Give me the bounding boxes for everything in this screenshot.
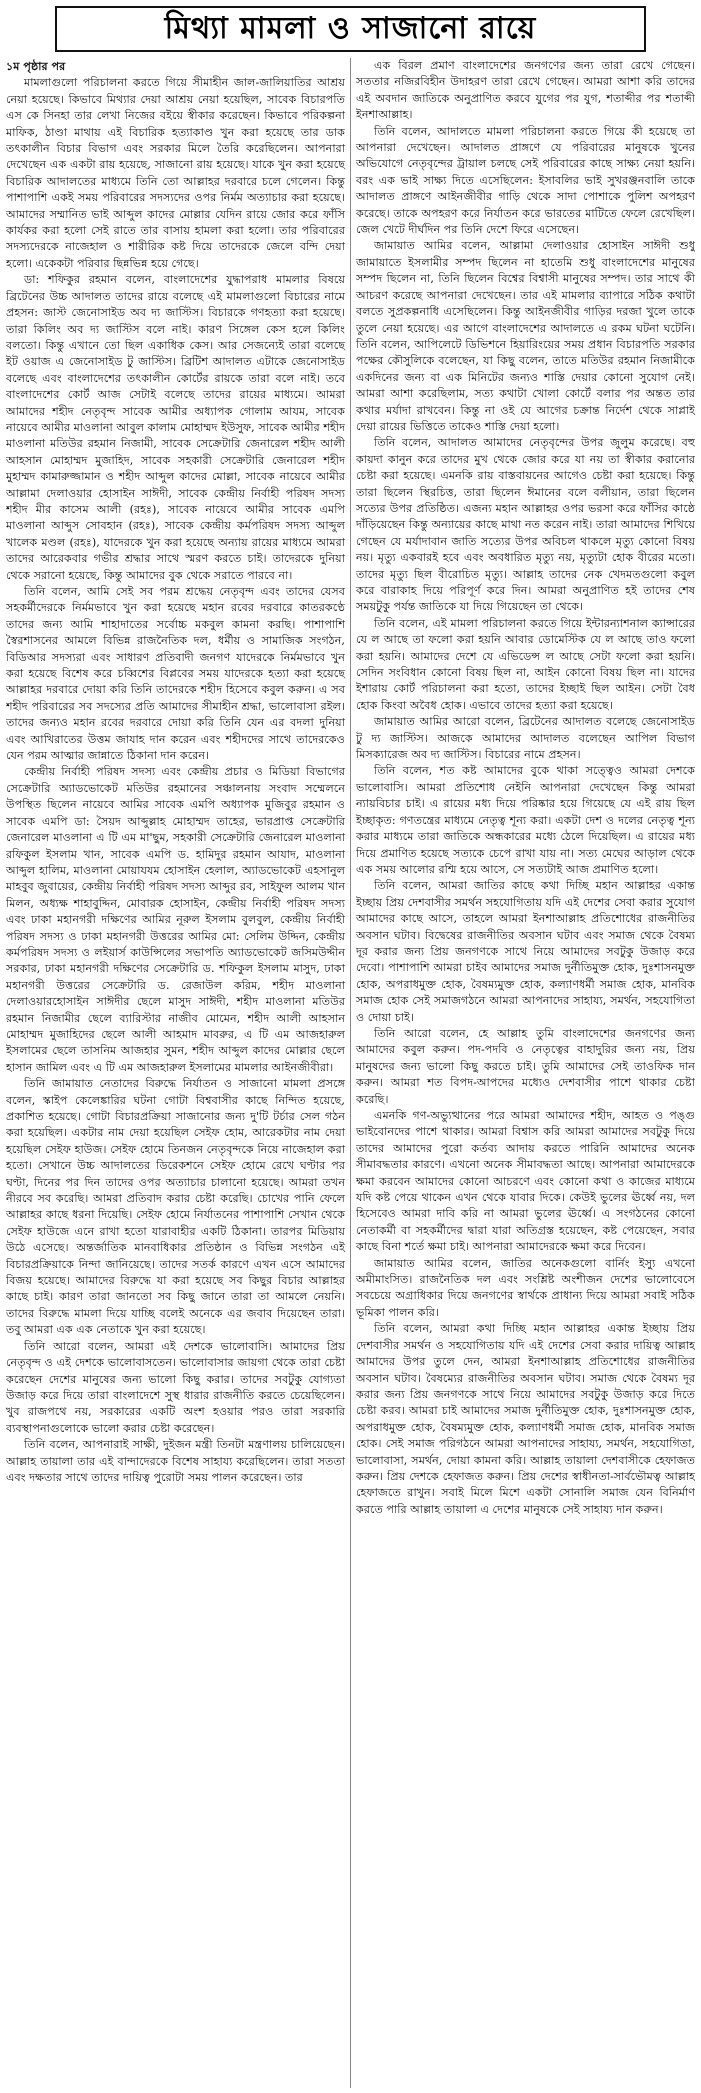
article-paragraph: জামায়াত আমির আরো বলেন, ব্রিটেনের আদালত বলেছে জেনোসাইড টু দ্য জাস্টিস। আজকে আমাদের আদালত বলেছেন আপিল বিভাগ মিসক্যারেজ অব দ্য জাস্টিস। বিচারের নামে প্রহসন। <box>356 715 695 762</box>
article-paragraph: তিনি বলেন, আদালত আমাদের নেতৃবৃন্দের উপর জুলুম করেছে। বহু কায়দা কানুন করে তাদের মুখ থেকে জোর করে যা নয় তা স্বীকার করানোর চেষ্টা করা হয়েছে। এমনকি রায় বাস্তবায়নের আগেও চেষ্টা করা হয়েছে। কিন্তু তারা ছিলেন স্থিরচিত্ত, তারা ছিলেন ঈমানের বলে বলীয়ান, তারা ছিলেন সত্যের উপর প্রতিষ্ঠিত। এজন্য মহান আল্লাহর ওপর ভরসা করে ফাঁসির কাষ্ঠে দাঁড়িয়েছেন কিন্তু অন্যায়ের কাছে মাথা নত করেন নাই। তারা আমাদের শিখিয়ে গেছেন যে মর্যাদাবান জাতি সত্যের উপর অবিচল থাকলে মৃত্যু কোনো বিষয় নয়। মৃত্যু একবারই হবে এবং অবধারিত মৃত্যু নয়, মৃত্যুটা হোক বীরের মতো। তাদের মৃত্যু ছিল বীরোচিত মৃত্যু। আল্লাহ তাদের নেক খেদমতগুলো কবুল করে বারাকাহ দিয়ে পরিপূর্ণ করে দিন। আমরা অনুপ্রাণিত হই তাদের শেষ সময়টুকু পর্যন্ত জাতিকে যা দিয়ে গিয়েছেন তা থেকে। <box>356 436 695 614</box>
article-paragraph: ডা: শফিকুর রহমান বলেন, বাংলাদেশের যুদ্ধাপরাধ মামলার বিষয়ে ব্রিটেনের উচ্চ আদালত তাদের রায়ে বলেছে এই মামলাগুলো বিচারের নামে প্রহসন: জাস্ট জেনোসাইড অব দ্য জাস্টিস। বিচারকে গণহত্যা করা হয়েছে। তারা কিলিং অব দ্য জাস্টিস বলে নাই। কারণ সিঙ্গেল কেস হলে কিলিং বলতো। কিন্তু এখানে তো ছিল একাধিক কেস। আর সেজন্যেই তারা বলেছে ইট ওয়াজ এ জেনোসাইড টু জাস্টিস। ব্রিটিশ আদালত এটাকে জেনোসাইড বলেছে এবং বাংলাদেশের তৎকালীন কোর্টের রায়কে তারা বলে নাই। তবে বাংলাদেশের কোর্ট আজ সেটাই বলেছে তাদের রায়ের মাধ্যমে। আমরা আমাদের শহীদ নেতৃবৃন্দ সাবেক আমীর অধ্যাপক গোলাম আযম, সাবেক নায়েবে আমীর মাওলানা আবুল কালাম মোহাম্মদ ইউসুফ, সাবেক আমীর শহীদ মাওলানা মতিউর রহমান নিজামী, সাবেক সেক্রেটারি জেনারেল শহীদ আলী আহসান মোহাম্মদ মুজাহিদ, সাবেক সহকারী সেক্রেটারি জেনারেল শহীদ মুহাম্মদ কামারুজ্জামান ও শহীদ আব্দুল কাদের মোল্লা, সাবেক নায়েবে আমীর আল্লামা দেলাওয়ার হোসাইন সাঈদী, সাবেক কেন্দ্রীয় নির্বাহী পরিষদ সদস্য শহীদ মীর কাসেম আলী (রহঃ), সাবেক নায়েবে আমীর সাবেক এমপি মাওলানা আব্দুস সোবহান (রহঃ), সাবেক কেন্দ্রীয় কর্মপরিষদ সদস্য আব্দুল খালেক মণ্ডল (রহঃ), যাদেরকে খুন করা হয়েছে অন্যায় রায়ের মাধ্যমে আমরা তাদের আরেকবার গভীর শ্রদ্ধার সাথে স্মরণ করতে চাই। তাদেরকে দুনিয়া থেকে সরানো হয়েছে, কিন্তু আমাদের বুক থেকে সরাতে পারবে না। <box>6 273 345 582</box>
article-paragraph: কেন্দ্রীয় নির্বাহী পরিষদ সদস্য এবং কেন্দ্রীয় প্রচার ও মিডিয়া বিভাগের সেক্রেটারি অ্যাডভোকেট মতিউর রহমানের সঞ্চালনায় সংবাদ সম্মেলনে উপস্থিত ছিলেন নায়েবে আমির সাবেক এমপি অধ্যাপক মুজিবুর রহমান ও সাবেক এমপি ডা: সৈয়দ আব্দুল্লাহ মোহাম্মদ তাহের, ভারপ্রাপ্ত সেক্রেটারি জেনারেল মাওলানা এ টি এম মা'ছুম, সহকারী সেক্রেটারি জেনারেল মাওলানা রফিকুল ইসলাম খান, সাবেক এমপি ড. হামিদুর রহমান আযাদ, মাওলানা আব্দুল হালিম, মাওলানা মোয়াযযম হোসাইন হেলাল, অ্যাডভোকেট এহসানুল মাহবুব জুবায়ের, কেন্দ্রীয় নির্বাহী পরিষদ সদস্য আব্দুর রব, সাইফুল আলম খান মিলন, অধ্যক্ষ শাহাবুদ্দিন, মোবারক হোসাইন, কেন্দ্রীয় নির্বাহী পরিষদ সদস্য এবং ঢাকা মহানগরী দক্ষিণের আমির নূরুল ইসলাম বুলবুল, কেন্দ্রীয় নির্বাহী পরিষদ সদস্য ও ঢাকা মহানগরী উত্তরের আমির মো: সেলিম উদ্দিন, কেন্দ্রীয় কর্মপরিষদ সদস্য ও লইয়ার্স কাউন্সিলের সভাপতি অ্যাডভোকেট জসিমউদ্দীন সরকার, ঢাকা মহানগরী দক্ষিণের সেক্রেটারি ড. শফিকুল ইসলাম মাসুদ, ঢাকা মহানগরী উত্তরের সেক্রেটারি ড. রেজাউল করিম, শহীদ মাওলানা দেলাওয়ারহোসাইন সাঈদীর ছেলে মাসুদ সাঈদী, শহীদ মাওলানা মতিউর রহমান নিজামীর ছেলে ব্যারিস্টার নাজীব মোমেন, শহীদ আলী আহসান মোহাম্মদ মুজাহিদের ছেলে আলী আহমাদ মাবরুর, এ টি এম আজহারুল ইসলামের ছেলে তাসনিম আজহার সুমন, শহীদ আব্দুল কাদের মোল্লার ছেলে হাসান জামিল এবং এ টি এম আজহারুল ইসলামের মামলার আইনজীবীরা। <box>6 765 345 1074</box>
article-paragraph: তিনি বলেন, এই মামলা পরিচালনা করতে গিয়ে ইন্টারন্যাশনাল ক্যান্সারের যে ল আছে তা ফলো করা হয়নি আবার ডোমেস্টিক যে ল আছে তাও ফলো করা হয়নি। আমাদের দেশে যে এভিডেন্স ল আছে সেটা ফলো করা হয়নি। সেদিন সংবিধান কোনো বিষয় ছিল না, আইন কোনো বিষয় ছিল না। যাদের ইশারায় কোর্ট পরিচালনা করা হতো, তাদের ইচ্ছাই ছিল আইন। সেটা বৈধ হোক কিংবা অবৈধ হোক। এভাবে তাদের হত্যা করা হয়েছে। <box>356 616 695 712</box>
article-paragraph: তিনি বলেন, আদালতে মামলা পরিচালনা করতে গিয়ে কী হয়েছে তা আপনারা দেখেছেন। আদালত প্রাঙ্গণে যে পরিবারের মানুষকে খুনের অভিযোগে নেতৃবৃন্দের ট্রায়াল চলছে সেই পরিবারের কাছে সাক্ষ্য নেয়া হয়নি। বরং এক ভাই সাক্ষ্য দিতে এসেছিলেন: ইসাবলির ভাই সুখরঞ্জনবালি তাকে আদালত প্রাঙ্গণে আইনজীবীর গাড়ি থেকে সাদা পোশাকে পুলিশ অপহরণ করেছে। তাকে অপহরণ করে নির্যাতন করে ভারতের মাটিতে ফেলে রেখেছিল। জেল খেটে দীর্ঘদিন পর তিনি দেশে ফিরে এসেছেন। <box>356 124 695 237</box>
article-paragraph: তিনি আরো বলেন, আমরা এই দেশকে ভালোবাসি। আমাদের প্রিয় নেতৃবৃন্দ ও এই দেশকে ভালোবাসতেন। ভালোবাসার জায়গা থেকে তারা চেষ্টা করেছেন দেশের মানুষের জন্য ভালো কিছু করার। তাদের সবটুকু যোগ্যতা উজাড় করে দিয়ে তারা বাংলাদেশে সুস্থ ধারার রাজনীতি করতে চেয়েছিলেন। খুব রাজপথে নয়, সরকারের একটি অংশ হওয়ার পরও তারা সরকারি ব্যবস্থাপনাগুলোকে ভালো করার চেষ্টা করেছেন। <box>6 1339 345 1435</box>
article-paragraph: তিনি আরো বলেন, হে আল্লাহ তুমি বাংলাদেশের জনগণের জন্য আমাদের কবুল করুন। পদ-পদবি ও নেতৃত্বের বাহাদুরির জন্য নয়, প্রিয় মানুষদের জন্য ভালো কিছু করতে চাই। তুমি আমাদের সেই তাওফিক দান করুন। আমরা শত বিপদ-আপদের মধ্যেও দেশবাসীর পাশে থাকার চেষ্টা করেছি। <box>356 1026 695 1106</box>
article-paragraph: মামলাগুলো পরিচালনা করতে গিয়ে সীমাহীন জাল-জালিয়াতির আশ্রয় নেয়া হয়েছে। কিভাবে মিথ্যার দেয়া আশ্রয় নেয়া হয়েছিল, সাবেক বিচারপতি এস কে সিনহা তার লেখা নিজের বইয়ে স্বীকার করেছেন। কিভাবে পরিকল্পনা মাফিক, ঠাণ্ডা মাথায় এই বিচারিক হত্যাকাণ্ড খুন করা হয়েছে তার ডাক তৎকালীন বিচার বিভাগ এবং সরকার মিলে তৈরি করেছিলেন। আপনারা দেখেছেন এক একটা রায় হয়েছে, সাজানো রায় হয়েছে। যাকে খুন করা হয়েছে বিচারিক আদালতের মাধ্যমে তিনি তো আল্লাহর দরবারে চলে গেলেন। কিন্তু পাশাপাশি একই সময় পরিবারের সদস্যদের ওপর নির্মম অত্যাচার করা হয়েছে। আমাদের সম্মানিত ভাই আব্দুল কাদের মোল্লার যেদিন রায়ে জোর করে ফাঁসি কার্যকর করা হলো সেই রাতে তার বাসায় হামলা করা হলো। তার পরিবারের সদস্যদেরকে নাজেহাল ও শারীরিক কষ্ট দিয়ে তাদেরকে জেলে বন্দি দেয়া হলো। একেকটা পরিবার ছিন্নভিন্ন হয়ে গেছে। <box>6 76 345 270</box>
article-paragraph: তিনি বলেন, আমি সেই সব পরম শ্রদ্ধেয় নেতৃবৃন্দ এবং তাদের যেসব সহকর্মীদেরকে নির্মমভাবে খুন করা হয়েছে মহান রবের দরবারে কাতরকণ্ঠে তাদের জন্য আমি শাহাদাতের সর্বোচ্চ মকবুল কামনা করছি। পাশাপাশি স্বৈরশাসনের আমলে বিভিন্ন রাজনৈতিক দল, ধর্মীয় ও সামাজিক সংগঠন, বিডিআর সদস্যরা এবং সাধারণ প্রতিবাদী জনগণ যাদেরকে নির্মমভাবে খুন করা হয়েছে বিশেষ করে চব্বিশের বিপ্লবের সময় যাদেরকে হত্যা করা হয়েছে আল্লাহর দরবারে দোয়া করি তিনি তাদেরকে শহীদ হিসেবে কবুল করুন। এ সব শহীদ পরিবারের সব সদস্যের প্রতি আমাদের সীমাহীন শ্রদ্ধা, ভালোবাসা রইল। তাদের জন্যও মহান রবের দরবারে দোয়া করি তিনি যেন এর বদলা দুনিয়া এবং আখিরাতের উত্তম জাযাহ দান করেন এবং শহীদদের সাথে তাদেরকেও যেন পরম আত্মার জান্নাতে ঠিকানা দান করেন। <box>6 585 345 763</box>
article-paragraph: তিনি বলেন, আমরা কথা দিচ্ছি মহান আল্লাহর একান্ত ইচ্ছায় প্রিয় দেশবাসীর সমর্থন ও সহযোগিতায় যদি এই দেশের সেবা করার দায়িত্ব আল্লাহ আমাদের উপর তুলে দেন, আমরা ইনশাআল্লাহ প্রতিশোধের রাজনীতির অবসান ঘটাব। বৈষম্যের রাজনীতির অবসান ঘটাব। সমাজ থেকে বৈষম্য দূর করার জন্য প্রিয় জনগণকে সাথে নিয়ে আমাদের সবটুকু উজাড় করে দিতে চেষ্টা করব। আমরা চাই আমাদের সমাজ দুর্নীতিমুক্ত হোক, দুঃশাসনমুক্ত হোক, অপরাধমুক্ত হোক, বৈষম্যমুক্ত হোক, কল্যাণধর্মী সমাজ হোক, মানবিক সমাজ হোক। সেই সমাজ পরিগঠনে আমরা আপনাদের সাহায্য, সমর্থন, সহযোগিতা, ভালোবাসা, সমর্থন, দোয়া কামনা করি। আল্লাহ তায়ালা দেশবাসীকে হেফাজত করুন। প্রিয় দেশকে হেফাজত করুন। প্রিয় দেশের স্বাধীনতা-সার্বভৌমত্ব আল্লাহ হেফাজতে রাখুন। সবাই মিলে মিশে একটা সোনালি সমাজ যেন বিনির্মাণ করতে পারি আল্লাহ তায়ালা এ দেশের মানুষকে সেই সাহায্য দান করুন। <box>356 1322 695 1516</box>
article-paragraph: জামায়াত আমির বলেন, আল্লামা দেলাওয়ার হোসাইন সাঈদী শুধু জামায়াতে ইসলামীর সম্পদ ছিলেন না হাতেমি শুধু বাংলাদেশের মানুষের সম্পদ ছিলেন না, তিনি ছিলেন বিশ্বের বিশ্বাসী মানুষের সম্পদ। তার সাথে কী আচরণ করেছে আপনারা দেখেছেন। তার এই মামলার ব্যাপারে সঠিক কথাটা বলতে সুপ্রকল্পনাধি এসেছিলেন। কিন্তু আইনজীবীর গাড়ির দরজা খুলে তাকে তুলে নেয়া হয়েছে। এর আগে বাংলাদেশের আদালতে এ রকম ঘটনা ঘটেনি। তিনি বলেন, আপিলেটে ডিভিশনে হিয়ারিংয়ের সময় প্রধান বিচারপতি সরকার পক্ষের কৌসুলিকে বলেছেন, যা কিছু বলেন, তাতে মতিউর রহমান নিজামীকে একদিনের জন্য বা এক মিনিটের জন্যও শাস্তি দেয়ার কোনো সুযোগ নেই। আমরা আশা করেছিলাম, সত্য কথাটা খোলা কোর্টে বলার পর অন্তত তার কথার মর্যাদা রাখবেন। কিন্তু না ওই যে আগের চক্রান্ত নির্দেশ থেকে সাপ্লাই দেয়া রায়ের ভিত্তিতে তাকেও শাস্তি দেয়া হলো। <box>356 239 695 433</box>
article-paragraph: তিনি বলেন, আপনারাই সাক্ষী, দুইজন মন্ত্রী তিনটা মন্ত্রণালয় চালিয়েছেন। আল্লাহ তায়ালা তার এই বান্দাদেরকে বিশেষ সাহায্য করেছিলেন। তারা সততা এবং দক্ষতার সাথে তাদের দায়িত্ব পুরোটা সময় পালন করেছেন। তার <box>6 1438 345 1484</box>
article-paragraph: এক বিরল প্রমাণ বাংলাদেশের জনগণের জন্য তারা রেখে গেছেন। সততার নজিরবিহীন উদাহরণ তারা রেখে গেছেন। আমরা আশা করি তাদের এই অবদান জাতিকে অনুপ্রাণিত করবে যুগের পর যুগ, শতাব্দীর পর শতাব্দী ইনশাআল্লাহ। <box>356 59 695 122</box>
article-paragraph: তিনি জামায়াত নেতাদের বিরুদ্ধে নির্যাতন ও সাজানো মামলা প্রসঙ্গে বলেন, স্কাইপ কেলেঙ্কারির ঘটনা গোটা বিশ্ববাসীর কাছে নিন্দিত হয়েছে, প্রকাশিত হয়েছে। গোটা বিচারপ্রক্রিয়া সাজানোর জন্য দু'টি টর্চার সেল গঠন করা হয়েছিল। একটার নাম দেয়া হয়েছিল সেইফ হোম, আরেকটার নাম দেয়া হয়েছিল সেইফ হাউজ। সেইফ হোমে তিনজন নেতৃবৃন্দকে নিয়ে নাজেহাল করা হতো। সেখানে উচ্চ আদালতের ডিরেকশনে সেইফ হোমে রেখে ঘণ্টার পর ঘণ্টা, দিনের পর দিন তাদের ওপর অত্যাচার চালানো হয়েছে। আমরা তখন নীরবে সব করেছি। আমরা প্রতিবাদ করার চেষ্টা করেছি। চোখের পানি ফেলে আল্লাহর কাছে ধরনা দিয়েছি। সেইফ হোমে নির্যাতনের পাশাপাশি সেখান থেকে সেইফ হাউজে এনে রাখা হতো যারাবাহীর একটি ঠিকানা। তারপর মিডিয়ায় উঠে এসেছে। অন্তর্জাতিক মানবাধিকার প্রতিষ্ঠান ও বিভিন্ন সংগঠন এই বিচারপ্রক্রিয়াকে নিন্দা জানিয়েছে। তাদের সতর্ক কারণে এখন এসে আমাদের বিজয় হয়েছে। আমাদের বিরুদ্ধে যা করা হয়েছে সব কিছুর বিচার আল্লাহর কাছে চাই। কারণ তারা জানতো সব কিছু জানে তারা তা আমলে নেয়নি। তাদের বিরুদ্ধে মামলা দিয়ে যাচ্ছি বলেই অনেকে এর জবাব দিয়েছেন তারা। তবু আমরা এক এক নেতাকে খুন করা হয়েছে। <box>6 1077 345 1337</box>
left-column <box>6 58 351 2088</box>
headline: মিথ্যা মামলা ও সাজানো রায়ে <box>164 10 537 46</box>
article-paragraph: জামায়াত আমির বলেন, জাতির অনেকগুলো বার্নিং ইস্যু এখনো অমীমাংসিত। রাজনৈতিক দল এবং সংশ্লিষ্ট অংশীজন দেশের ভালোবেসে সবচেয়ে অগ্রাধিকার দিয়ে জনগণের স্বার্থকে প্রাধান্য দিয়ে আমরা সবাই সঠিক ভূমিকা পালন করি। <box>356 1256 695 1319</box>
article-paragraph: এমনকি গণ-অভ্যুত্থানের পরে আমরা আমাদের শহীদ, আহত ও পঙ্গু ভাইবোনদের পাশে থাকার। আমরা বিশ্বাস করি আমরা আমাদের সবটুকু দিয়ে তাদের আমাদের পুরো কর্তব্য আদায় করতে পারিনি আমাদের অনেক সীমাবদ্ধতার কারণে। এখনো অনেক সীমাবদ্ধতা আছে। আপনারা আমাদেরকে ক্ষমা করবেন আমাদের কোনো আচরণে এবং কোনো কথা ও কাজের মাধ্যমে যদি কষ্ট পেয়ে থাকেন এখন থেকে যাবার দিকে। কেউই ভুলের ঊর্ধ্বে নয়, দল হিসেবেও আমরা দাবি করি না আমরা ভুলের ঊর্ধ্বে। এ সংগঠনের কোনো নেতাকর্মী বা সহকর্মীদের দ্বারা যারা অতিগ্রস্ত হয়েছেন, কষ্ট পেয়েছেন, সবার কাছে বিনা শর্তে ক্ষমা চাই। আপনারা আমাদেরকে ক্ষমা করে দিবেন। <box>356 1109 695 1254</box>
article-paragraph: তিনি বলেন, আমরা জাতির কাছে কথা দিচ্ছি মহান আল্লাহর একান্ত ইচ্ছায় প্রিয় দেশবাসীর সমর্থন সহযোগিতায় যদি এই দেশের সেবা করার সুযোগ আমাদের কাছে আসে, তাহলে আমরা ইনশাআল্লাহ প্রতিশোধের রাজনীতির অবসান ঘটাব। বিদ্বেষের রাজনীতির অবসান ঘটাব এবং সমাজ থেকে বৈষম্য দূর করার জন্য প্রিয় জনগণকে সাথে নিয়ে আমাদের সবটুকু উজাড় করে দেবো। পাশাপাশি আমরা চাইব আমাদের সমাজ দুর্নীতিমুক্ত হোক, দুঃশাসনমুক্ত হোক, অপরাধমুক্ত হোক, বৈষম্যমুক্ত হোক, কল্যাণধর্মী সমাজ হোক, মানবিক সমাজ হোক সেই সমাজগঠনে আমরা আপনাদের সাহায্য, সমর্থন, সহযোগিতা ও দোয়া চাই। <box>356 879 695 1024</box>
headline-box <box>55 6 646 52</box>
right-column <box>351 58 695 2088</box>
article-paragraph: তিনি বলেন, শত কষ্ট আমাদের বুকে থাকা সত্ত্বেও আমরা দেশকে ভালোবাসি। আমরা প্রতিশোধ নেইনি আপনারা দেখেছেন কিন্তু আমরা ন্যায়বিচার চাই। এ রায়ের মধ্য দিয়ে পরিষ্কার হয়ে গিয়েছে যে এই রায় ছিল ইচ্ছাকৃত: গণতন্ত্রের মাধ্যমে নেতৃত্ব শূন্য করা। একটা দেশ ও দলের নেতৃত্ব শূন্য করার মাধ্যমে তারা জাতিকে অন্ধকারের মধ্যে ঠেলে দিয়েছিল। এ রায়ের মধ্য দিয়ে প্রমাণিত হয়েছে সত্যকে চেপে রাখা যায় না। সত্য মেঘের আড়াল থেকে এক সময় আলোর রশ্মি হয়ে আসে, সে সত্যটাই আজ প্রমাণিত হলো। <box>356 764 695 876</box>
continuation-kicker: ১ম পৃষ্ঠার পর <box>6 59 66 73</box>
article-columns <box>6 58 695 2088</box>
